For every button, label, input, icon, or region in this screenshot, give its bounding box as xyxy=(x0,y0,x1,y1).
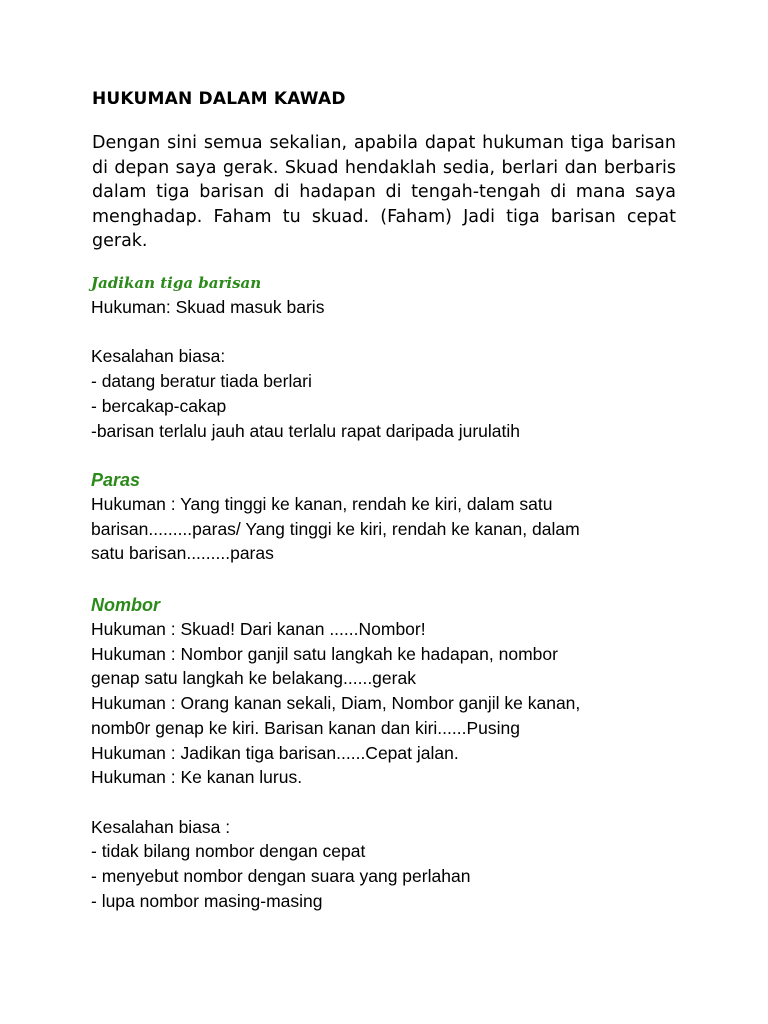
nombor-line: nomb0r genap ke kiri. Barisan kanan dan kiri......Pusing xyxy=(91,717,520,738)
section-heading-jadikan-tiga-barisan: Jadikan tiga barisan xyxy=(91,274,262,292)
nombor-line: Hukuman : Orang kanan sekali, Diam, Nombor ganjil ke kanan, xyxy=(91,693,581,714)
section-jadikan-tiga-barisan xyxy=(91,271,691,443)
nombor-line: Hukuman : Jadikan tiga barisan......Cepat jalan. xyxy=(91,742,459,763)
hukuman-line: Hukuman: Skuad masuk baris xyxy=(91,297,325,317)
kesalahan-label: Kesalahan biasa : xyxy=(91,816,231,837)
kesalahan-item: - bercakap-cakap xyxy=(91,395,227,416)
kesalahan-item: - tidak bilang nombor dengan cepat xyxy=(91,841,366,862)
nombor-line: genap satu langkah ke belakang......gerak xyxy=(91,668,416,689)
kesalahan-label: Kesalahan biasa: xyxy=(91,346,226,367)
section-heading-nombor: Nombor xyxy=(91,595,160,615)
kesalahan-item: -barisan terlalu jauh atau terlalu rapat daripada jurulatih xyxy=(91,420,521,441)
paras-line: barisan.........paras/ Yang tinggi ke kiri, rendah ke kanan, dalam xyxy=(91,518,580,539)
kesalahan-item: - datang beratur tiada berlari xyxy=(91,371,312,392)
section-nombor xyxy=(91,593,691,913)
document-title: HUKUMAN DALAM KAWAD xyxy=(92,89,346,109)
nombor-line: Hukuman : Ke kanan lurus. xyxy=(91,767,303,788)
paras-line: Hukuman : Yang tinggi ke kanan, rendah ke kiri, dalam satu xyxy=(91,494,553,514)
kesalahan-item: - menyebut nombor dengan suara yang perlahan xyxy=(91,866,471,887)
section-heading-paras: Paras xyxy=(91,470,141,490)
section-paras xyxy=(91,468,691,566)
paras-line: satu barisan.........paras xyxy=(91,543,274,564)
nombor-line: Hukuman : Skuad! Dari kanan ......Nombor! xyxy=(91,619,426,639)
kesalahan-item: - lupa nombor masing-masing xyxy=(91,890,323,911)
nombor-line: Hukuman : Nombor ganjil satu langkah ke hadapan, nombor xyxy=(91,643,558,664)
intro-paragraph: Dengan sini semua sekalian, apabila dapat hukuman tiga barisan di depan saya gerak. Skuad hendaklah sedia, berlari dan berbaris dalam tiga barisan di hadapan di tengah-tengah di mana saya menghadap. Faham tu skuad. (Faham) Jadi tiga barisan cepat gerak. xyxy=(92,133,676,251)
